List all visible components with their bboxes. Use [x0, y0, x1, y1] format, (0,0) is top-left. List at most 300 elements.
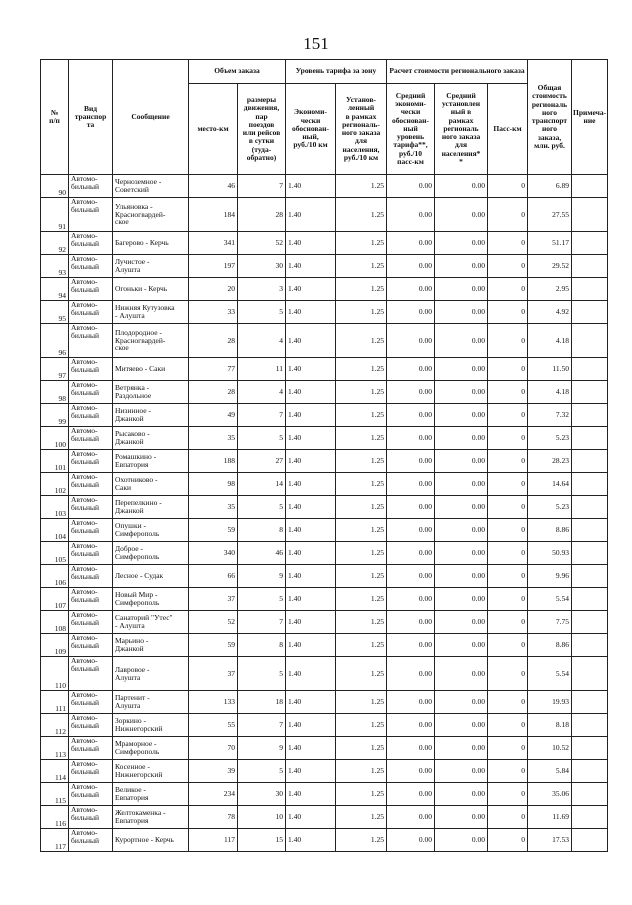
- seat-km-value: 49: [189, 404, 238, 427]
- transport-type: Автомо- бильный: [69, 691, 113, 714]
- avg-set-value: 0.00: [435, 806, 488, 829]
- avg-set-value: 0.00: [435, 565, 488, 588]
- transport-type: Автомо- бильный: [69, 496, 113, 519]
- avg-set-value: 0.00: [435, 232, 488, 255]
- pass-km-value: 0: [488, 657, 528, 691]
- econ-tariff-value: 1.40: [286, 198, 336, 232]
- header-seat-km: место-км: [189, 84, 238, 175]
- avg-econ-value: 0.00: [387, 714, 435, 737]
- route-name: Лесное - Судак: [113, 565, 189, 588]
- avg-set-value: 0.00: [435, 450, 488, 473]
- total-cost-value: 51.17: [528, 232, 572, 255]
- set-tariff-value: 1.25: [336, 714, 387, 737]
- set-tariff-value: 1.25: [336, 255, 387, 278]
- table-row: [41, 737, 608, 760]
- note-cell: [572, 657, 608, 691]
- pass-km-value: 0: [488, 324, 528, 358]
- avg-econ-value: 0.00: [387, 634, 435, 657]
- seat-km-value: 340: [189, 542, 238, 565]
- avg-econ-value: 0.00: [387, 232, 435, 255]
- seat-km-value: 188: [189, 450, 238, 473]
- table-row: [41, 278, 608, 301]
- route-name: Желтокаменка - Евпатория: [113, 806, 189, 829]
- econ-tariff-value: 1.40: [286, 255, 336, 278]
- row-number: 116: [41, 806, 69, 829]
- note-cell: [572, 324, 608, 358]
- set-tariff-value: 1.25: [336, 542, 387, 565]
- trips-value: 9: [238, 565, 286, 588]
- avg-set-value: 0.00: [435, 427, 488, 450]
- set-tariff-value: 1.25: [336, 404, 387, 427]
- avg-econ-value: 0.00: [387, 611, 435, 634]
- route-name: Рысаково - Джанкой: [113, 427, 189, 450]
- total-cost-value: 29.52: [528, 255, 572, 278]
- row-number: 104: [41, 519, 69, 542]
- transport-type: Автомо- бильный: [69, 404, 113, 427]
- set-tariff-value: 1.25: [336, 358, 387, 381]
- trips-value: 7: [238, 404, 286, 427]
- note-cell: [572, 301, 608, 324]
- avg-set-value: 0.00: [435, 611, 488, 634]
- note-cell: [572, 519, 608, 542]
- avg-set-value: 0.00: [435, 198, 488, 232]
- avg-set-value: 0.00: [435, 175, 488, 198]
- row-number: 95: [41, 301, 69, 324]
- econ-tariff-value: 1.40: [286, 473, 336, 496]
- econ-tariff-value: 1.40: [286, 634, 336, 657]
- avg-econ-value: 0.00: [387, 427, 435, 450]
- transport-type: Автомо- бильный: [69, 519, 113, 542]
- total-cost-value: 4.18: [528, 381, 572, 404]
- set-tariff-value: 1.25: [336, 278, 387, 301]
- route-name: Ветрянка - Раздольное: [113, 381, 189, 404]
- transport-type: Автомо- бильный: [69, 714, 113, 737]
- econ-tariff-value: 1.40: [286, 450, 336, 473]
- note-cell: [572, 473, 608, 496]
- row-number: 112: [41, 714, 69, 737]
- table-row: [41, 691, 608, 714]
- note-cell: [572, 496, 608, 519]
- note-cell: [572, 760, 608, 783]
- econ-tariff-value: 1.40: [286, 278, 336, 301]
- set-tariff-value: 1.25: [336, 657, 387, 691]
- avg-econ-value: 0.00: [387, 496, 435, 519]
- header-avg-set: Средний установлен ный в рамках региональ ного заказа для населения* *: [435, 84, 488, 175]
- pass-km-value: 0: [488, 255, 528, 278]
- table-row: [41, 301, 608, 324]
- seat-km-value: 33: [189, 301, 238, 324]
- note-cell: [572, 358, 608, 381]
- total-cost-value: 4.18: [528, 324, 572, 358]
- avg-set-value: 0.00: [435, 496, 488, 519]
- transport-type: Автомо- бильный: [69, 301, 113, 324]
- trips-value: 3: [238, 278, 286, 301]
- transport-type: Автомо- бильный: [69, 278, 113, 301]
- header-avg-econ: Средний экономи- чески обоснован- ный уровень тарифа**, руб./10 пасс-км: [387, 84, 435, 175]
- avg-set-value: 0.00: [435, 634, 488, 657]
- table-row: [41, 634, 608, 657]
- trips-value: 5: [238, 427, 286, 450]
- header-econ-tariff: Экономи- чески обоснован- ный, руб./10 км: [286, 84, 336, 175]
- avg-set-value: 0.00: [435, 473, 488, 496]
- seat-km-value: 37: [189, 657, 238, 691]
- total-cost-value: 50.93: [528, 542, 572, 565]
- avg-set-value: 0.00: [435, 404, 488, 427]
- econ-tariff-value: 1.40: [286, 783, 336, 806]
- pass-km-value: 0: [488, 519, 528, 542]
- route-name: Охотниково - Саки: [113, 473, 189, 496]
- seat-km-value: 28: [189, 324, 238, 358]
- note-cell: [572, 175, 608, 198]
- avg-econ-value: 0.00: [387, 519, 435, 542]
- econ-tariff-value: 1.40: [286, 691, 336, 714]
- trips-value: 5: [238, 588, 286, 611]
- note-cell: [572, 198, 608, 232]
- avg-set-value: 0.00: [435, 783, 488, 806]
- pass-km-value: 0: [488, 404, 528, 427]
- route-name: Новый Мир - Симферополь: [113, 588, 189, 611]
- set-tariff-value: 1.25: [336, 198, 387, 232]
- seat-km-value: 197: [189, 255, 238, 278]
- avg-set-value: 0.00: [435, 691, 488, 714]
- seat-km-value: 184: [189, 198, 238, 232]
- row-number: 96: [41, 324, 69, 358]
- transport-type: Автомо- бильный: [69, 255, 113, 278]
- econ-tariff-value: 1.40: [286, 588, 336, 611]
- avg-set-value: 0.00: [435, 255, 488, 278]
- row-number: 107: [41, 588, 69, 611]
- avg-econ-value: 0.00: [387, 278, 435, 301]
- pass-km-value: 0: [488, 634, 528, 657]
- note-cell: [572, 806, 608, 829]
- header-trips: размеры движения, пар поездов или рейсов в сутки (туда- обратно): [238, 84, 286, 175]
- avg-econ-value: 0.00: [387, 381, 435, 404]
- set-tariff-value: 1.25: [336, 783, 387, 806]
- header-pass-km: Пасс-км: [488, 84, 528, 175]
- avg-set-value: 0.00: [435, 714, 488, 737]
- table-row: [41, 496, 608, 519]
- set-tariff-value: 1.25: [336, 691, 387, 714]
- route-name: Зоркино - Нижнегорский: [113, 714, 189, 737]
- table-row: [41, 542, 608, 565]
- set-tariff-value: 1.25: [336, 496, 387, 519]
- row-number: 97: [41, 358, 69, 381]
- table-row: [41, 588, 608, 611]
- transport-type: Автомо- бильный: [69, 760, 113, 783]
- set-tariff-value: 1.25: [336, 519, 387, 542]
- total-cost-value: 10.52: [528, 737, 572, 760]
- row-number: 110: [41, 657, 69, 691]
- avg-econ-value: 0.00: [387, 565, 435, 588]
- pass-km-value: 0: [488, 806, 528, 829]
- table-row: [41, 829, 608, 852]
- note-cell: [572, 255, 608, 278]
- trips-value: 5: [238, 657, 286, 691]
- total-cost-value: 11.50: [528, 358, 572, 381]
- note-cell: [572, 232, 608, 255]
- table-row: [41, 657, 608, 691]
- econ-tariff-value: 1.40: [286, 496, 336, 519]
- row-number: 108: [41, 611, 69, 634]
- row-number: 106: [41, 565, 69, 588]
- transport-type: Автомо- бильный: [69, 542, 113, 565]
- avg-set-value: 0.00: [435, 542, 488, 565]
- pass-km-value: 0: [488, 427, 528, 450]
- trips-value: 8: [238, 634, 286, 657]
- econ-tariff-value: 1.40: [286, 301, 336, 324]
- transport-type: Автомо- бильный: [69, 324, 113, 358]
- route-name: Багерово - Керчь: [113, 232, 189, 255]
- total-cost-value: 2.95: [528, 278, 572, 301]
- trips-value: 27: [238, 450, 286, 473]
- header-total: Общая стоимость региональ ного транспорт ного заказа, млн. руб.: [528, 60, 572, 175]
- trips-value: 18: [238, 691, 286, 714]
- set-tariff-value: 1.25: [336, 324, 387, 358]
- trips-value: 7: [238, 714, 286, 737]
- table-row: [41, 324, 608, 358]
- row-number: 115: [41, 783, 69, 806]
- pass-km-value: 0: [488, 232, 528, 255]
- pass-km-value: 0: [488, 691, 528, 714]
- route-name: Перепелкино - Джанкой: [113, 496, 189, 519]
- pass-km-value: 0: [488, 301, 528, 324]
- trips-value: 52: [238, 232, 286, 255]
- table-row: [41, 760, 608, 783]
- trips-value: 15: [238, 829, 286, 852]
- pass-km-value: 0: [488, 358, 528, 381]
- seat-km-value: 39: [189, 760, 238, 783]
- total-cost-value: 5.23: [528, 427, 572, 450]
- header-no: № п/п: [41, 60, 69, 175]
- pass-km-value: 0: [488, 565, 528, 588]
- econ-tariff-value: 1.40: [286, 542, 336, 565]
- avg-set-value: 0.00: [435, 358, 488, 381]
- table-row: [41, 255, 608, 278]
- row-number: 98: [41, 381, 69, 404]
- avg-econ-value: 0.00: [387, 657, 435, 691]
- table-row: [41, 404, 608, 427]
- total-cost-value: 7.75: [528, 611, 572, 634]
- set-tariff-value: 1.25: [336, 381, 387, 404]
- route-name: Огоньки - Керчь: [113, 278, 189, 301]
- route-name: Ульяновка - Красногвардей- ское: [113, 198, 189, 232]
- table-row: [41, 358, 608, 381]
- row-number: 93: [41, 255, 69, 278]
- total-cost-value: 5.54: [528, 657, 572, 691]
- trips-value: 5: [238, 301, 286, 324]
- transport-type: Автомо- бильный: [69, 450, 113, 473]
- page-number: 151: [303, 34, 329, 53]
- total-cost-value: 4.92: [528, 301, 572, 324]
- transport-type: Автомо- бильный: [69, 588, 113, 611]
- route-name: Плодородное - Красногвардей- ское: [113, 324, 189, 358]
- route-name: Черноземное - Советский: [113, 175, 189, 198]
- pass-km-value: 0: [488, 737, 528, 760]
- route-name: Ромашкино - Евпатория: [113, 450, 189, 473]
- avg-econ-value: 0.00: [387, 806, 435, 829]
- seat-km-value: 98: [189, 473, 238, 496]
- pass-km-value: 0: [488, 198, 528, 232]
- total-cost-value: 6.89: [528, 175, 572, 198]
- seat-km-value: 117: [189, 829, 238, 852]
- set-tariff-value: 1.25: [336, 737, 387, 760]
- seat-km-value: 234: [189, 783, 238, 806]
- seat-km-value: 133: [189, 691, 238, 714]
- row-number: 99: [41, 404, 69, 427]
- route-name: Низинное - Джанкой: [113, 404, 189, 427]
- table-row: [41, 806, 608, 829]
- econ-tariff-value: 1.40: [286, 232, 336, 255]
- seat-km-value: 35: [189, 427, 238, 450]
- row-number: 91: [41, 198, 69, 232]
- trips-value: 7: [238, 611, 286, 634]
- seat-km-value: 52: [189, 611, 238, 634]
- set-tariff-value: 1.25: [336, 565, 387, 588]
- avg-set-value: 0.00: [435, 381, 488, 404]
- route-name: Марьино - Джанкой: [113, 634, 189, 657]
- total-cost-value: 19.93: [528, 691, 572, 714]
- transport-type: Автомо- бильный: [69, 473, 113, 496]
- pass-km-value: 0: [488, 175, 528, 198]
- note-cell: [572, 588, 608, 611]
- total-cost-value: 9.96: [528, 565, 572, 588]
- avg-econ-value: 0.00: [387, 473, 435, 496]
- route-name: Партенит - Алушта: [113, 691, 189, 714]
- total-cost-value: 5.84: [528, 760, 572, 783]
- avg-econ-value: 0.00: [387, 404, 435, 427]
- route-name: Великое - Евпатория: [113, 783, 189, 806]
- trips-value: 9: [238, 737, 286, 760]
- transport-type: Автомо- бильный: [69, 634, 113, 657]
- trips-value: 10: [238, 806, 286, 829]
- row-number: 102: [41, 473, 69, 496]
- row-number: 111: [41, 691, 69, 714]
- table-row: [41, 783, 608, 806]
- set-tariff-value: 1.25: [336, 611, 387, 634]
- seat-km-value: 59: [189, 519, 238, 542]
- total-cost-value: 8.18: [528, 714, 572, 737]
- pass-km-value: 0: [488, 473, 528, 496]
- transport-type: Автомо- бильный: [69, 175, 113, 198]
- transport-type: Автомо- бильный: [69, 737, 113, 760]
- row-number: 101: [41, 450, 69, 473]
- note-cell: [572, 634, 608, 657]
- row-number: 113: [41, 737, 69, 760]
- row-number: 103: [41, 496, 69, 519]
- route-name: Курортное - Керчь: [113, 829, 189, 852]
- trips-value: 30: [238, 255, 286, 278]
- seat-km-value: 341: [189, 232, 238, 255]
- row-number: 117: [41, 829, 69, 852]
- note-cell: [572, 691, 608, 714]
- route-name: Мраморное - Симферополь: [113, 737, 189, 760]
- econ-tariff-value: 1.40: [286, 175, 336, 198]
- table-row: [41, 473, 608, 496]
- total-cost-value: 17.53: [528, 829, 572, 852]
- trips-value: 4: [238, 381, 286, 404]
- set-tariff-value: 1.25: [336, 427, 387, 450]
- transport-type: Автомо- бильный: [69, 427, 113, 450]
- route-name: Опушки - Симферополь: [113, 519, 189, 542]
- pass-km-value: 0: [488, 714, 528, 737]
- avg-econ-value: 0.00: [387, 324, 435, 358]
- row-number: 92: [41, 232, 69, 255]
- econ-tariff-value: 1.40: [286, 611, 336, 634]
- avg-econ-value: 0.00: [387, 175, 435, 198]
- avg-econ-value: 0.00: [387, 829, 435, 852]
- note-cell: [572, 611, 608, 634]
- transport-type: Автомо- бильный: [69, 806, 113, 829]
- set-tariff-value: 1.25: [336, 806, 387, 829]
- pass-km-value: 0: [488, 381, 528, 404]
- route-name: Митяево - Саки: [113, 358, 189, 381]
- set-tariff-value: 1.25: [336, 473, 387, 496]
- total-cost-value: 27.55: [528, 198, 572, 232]
- table-row: [41, 175, 608, 198]
- transport-type: Автомо- бильный: [69, 358, 113, 381]
- avg-econ-value: 0.00: [387, 542, 435, 565]
- note-cell: [572, 381, 608, 404]
- avg-set-value: 0.00: [435, 519, 488, 542]
- table-row: [41, 714, 608, 737]
- transport-type: Автомо- бильный: [69, 829, 113, 852]
- econ-tariff-value: 1.40: [286, 381, 336, 404]
- note-cell: [572, 829, 608, 852]
- trips-value: 14: [238, 473, 286, 496]
- set-tariff-value: 1.25: [336, 301, 387, 324]
- pass-km-value: 0: [488, 278, 528, 301]
- trips-value: 4: [238, 324, 286, 358]
- row-number: 114: [41, 760, 69, 783]
- set-tariff-value: 1.25: [336, 829, 387, 852]
- pass-km-value: 0: [488, 588, 528, 611]
- avg-set-value: 0.00: [435, 301, 488, 324]
- avg-set-value: 0.00: [435, 324, 488, 358]
- avg-set-value: 0.00: [435, 657, 488, 691]
- trips-value: 5: [238, 496, 286, 519]
- pass-km-value: 0: [488, 496, 528, 519]
- econ-tariff-value: 1.40: [286, 404, 336, 427]
- total-cost-value: 8.86: [528, 634, 572, 657]
- note-cell: [572, 783, 608, 806]
- table-row: [41, 232, 608, 255]
- econ-tariff-value: 1.40: [286, 358, 336, 381]
- avg-set-value: 0.00: [435, 829, 488, 852]
- seat-km-value: 55: [189, 714, 238, 737]
- set-tariff-value: 1.25: [336, 634, 387, 657]
- header-transport: Вид транспор та: [69, 60, 113, 175]
- table-row: [41, 565, 608, 588]
- note-cell: [572, 450, 608, 473]
- row-number: 90: [41, 175, 69, 198]
- route-name: Санаторий "Утес" - Алушта: [113, 611, 189, 634]
- econ-tariff-value: 1.40: [286, 565, 336, 588]
- route-name: Нижняя Кутузовка - Алушта: [113, 301, 189, 324]
- note-cell: [572, 542, 608, 565]
- econ-tariff-value: 1.40: [286, 760, 336, 783]
- total-cost-value: 28.23: [528, 450, 572, 473]
- avg-econ-value: 0.00: [387, 588, 435, 611]
- table-row: [41, 381, 608, 404]
- econ-tariff-value: 1.40: [286, 829, 336, 852]
- route-name: Лучистое - Алушта: [113, 255, 189, 278]
- avg-set-value: 0.00: [435, 588, 488, 611]
- total-cost-value: 14.64: [528, 473, 572, 496]
- avg-econ-value: 0.00: [387, 450, 435, 473]
- row-number: 105: [41, 542, 69, 565]
- header-route: Сообщение: [113, 60, 189, 175]
- seat-km-value: 59: [189, 634, 238, 657]
